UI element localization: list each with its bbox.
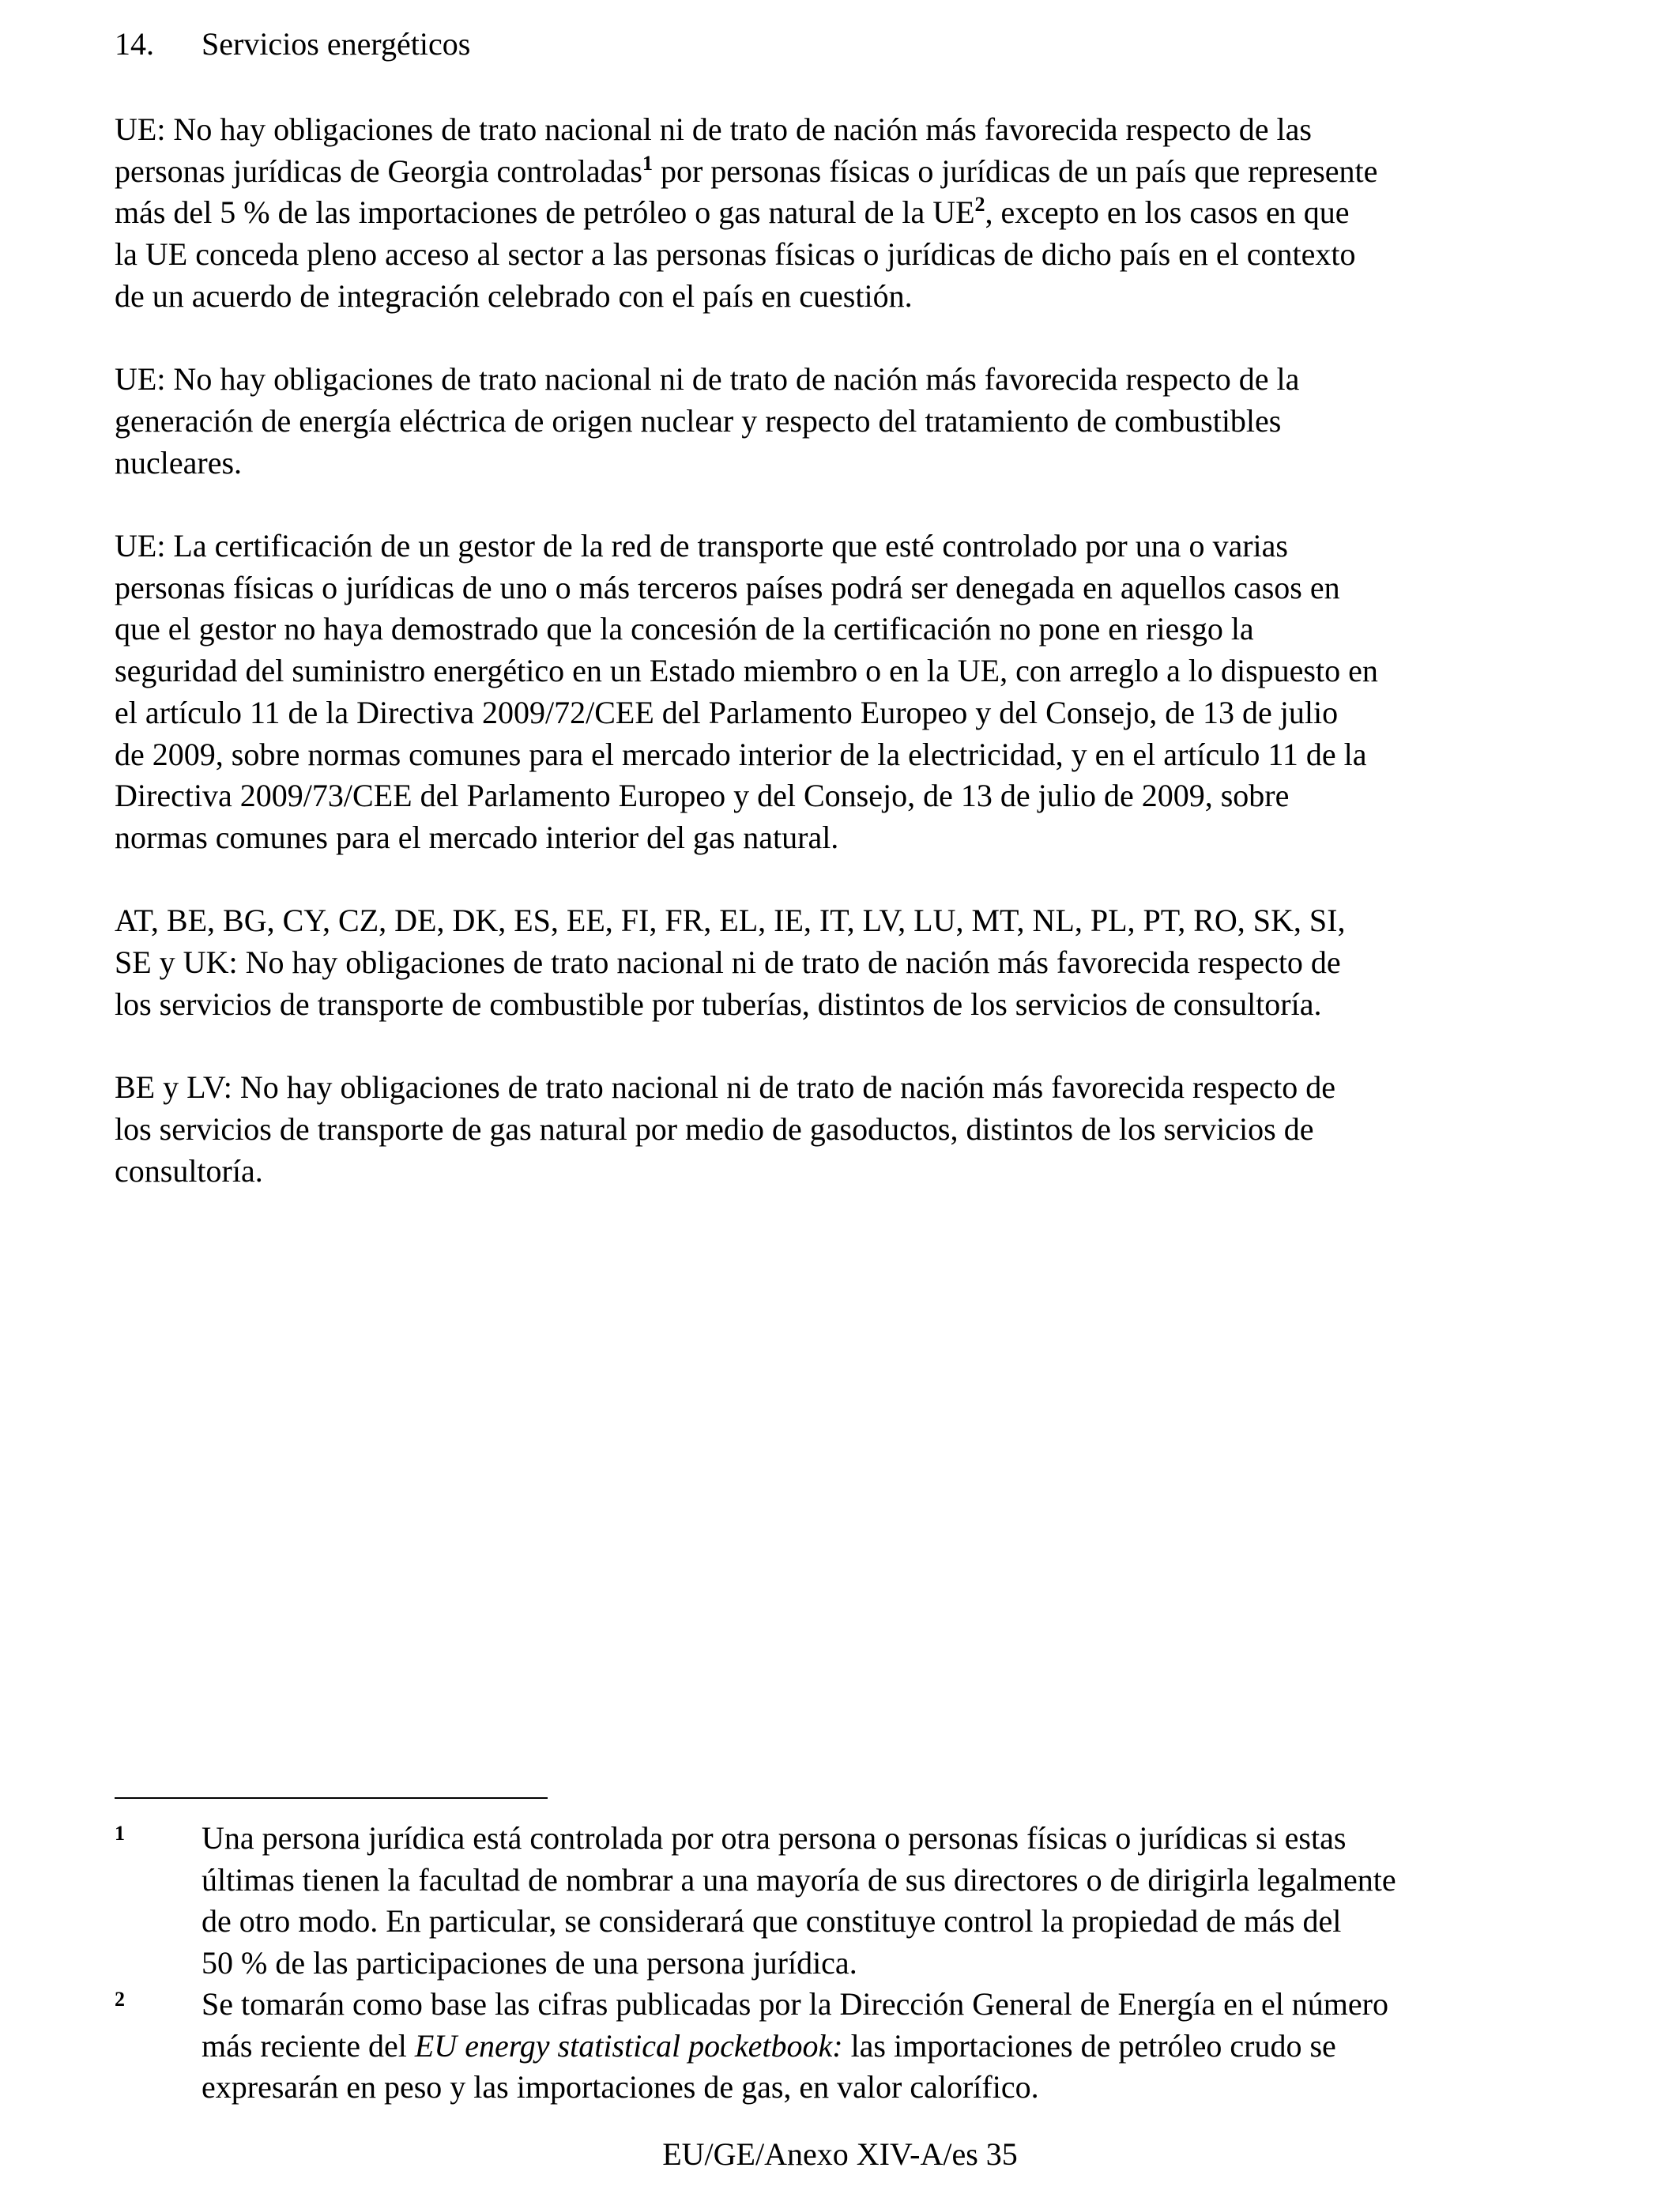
paragraph-eu-controlled-entities: [115, 109, 1584, 318]
footnote-text: Una persona jurídica está controlada por otra persona o personas físicas o jurídicas si estas últimas tienen la facultad de nombrar a una mayoría de sus directores o de dirigirla legalmente de otro modo. En particular, se considerará que constituye control la propiedad de más del 50 % de las participaciones de una persona jurídica.: [202, 1820, 1396, 1981]
section-body: [115, 109, 1584, 1234]
paragraph-eu-nuclear: UE: No hay obligaciones de trato nacional ni de trato de nación más favorecida respecto de la generación de energía eléctrica de origen nuclear y respecto del tratamiento de combustibles nucleares.: [115, 361, 1300, 481]
page-reference: EU/GE/Anexo XIV-A/es 35: [662, 2136, 1018, 2172]
footnote-1: [115, 1818, 1592, 1985]
footnote-text-part: Se tomarán como base las cifras publicadas por la Dirección General de Energía en el número más reciente del: [202, 1986, 1388, 2064]
footnote-number: 2: [115, 1988, 125, 2011]
footnote-ref-1[interactable]: 1: [642, 151, 653, 175]
paragraph-text: UE: No hay obligaciones de trato nacional ni de trato de nación más favorecida respecto de las personas jurídicas de Georgia controladas: [115, 111, 1312, 189]
paragraph-eu-certification: UE: La certificación de un gestor de la red de transporte que esté controlado por una o varias personas físicas o jurídicas de uno o más terceros países podrá ser denegada en aquellos casos en que el gestor no haya demostrado que la concesión de la certificación no pone en riesgo la seguridad del suministro energético en un Estado miembro o en la UE, con arreglo a lo dispuesto en el artículo 11 de la Directiva 2009/72/CEE del Parlamento Europeo y del Consejo, de 13 de julio de 2009, sobre normas comunes para el mercado interior de la electricidad, y en el artículo 11 de la Directiva 2009/73/CEE del Parlamento Europeo y del Consejo, de 13 de julio de 2009, sobre normas comunes para el mercado interior del gas natural.: [115, 528, 1378, 855]
paragraph-text: , excepto en los casos en que la UE conceda pleno acceso al sector a las personas físicas o jurídicas de dicho país en el contexto de un acuerdo de integración celebrado con el país en cuestión.: [115, 194, 1356, 314]
footnote-text-part: las importaciones de petróleo crudo se expresarán en peso y las importaciones de gas, en valor calorífico.: [202, 2027, 1336, 2105]
footnote-number: 1: [115, 1822, 125, 1845]
publication-title: EU energy statistical pocketbook:: [414, 2027, 843, 2064]
paragraph-member-states-pipeline: AT, BE, BG, CY, CZ, DE, DK, ES, EE, FI, FR, EL, IE, IT, LV, LU, MT, NL, PL, PT, RO, SK, SI, SE y UK: No hay obligaciones de trato nacional ni de trato de nación más favorecida respecto de los servicios de transporte de combustible por tuberías, distintos de los servicios de consultoría.: [115, 903, 1346, 1022]
footnote-separator: [115, 1797, 548, 1799]
section-title: Servicios energéticos: [202, 26, 471, 62]
footnote-ref-2[interactable]: 2: [974, 193, 985, 217]
paragraph-be-lv-gas: BE y LV: No hay obligaciones de trato nacional ni de trato de nación más favorecida respecto de los servicios de transporte de gas natural por medio de gasoductos, distintos de los servicios de consultoría.: [115, 1069, 1336, 1189]
section-number: 14.: [115, 26, 154, 62]
footnote-text: [202, 1984, 1592, 2109]
paragraph-text: por personas físicas o jurídicas de un país que represente más del 5 % de las importaciones de petróleo o gas natural de la UE: [115, 153, 1378, 231]
section-heading: [115, 24, 470, 65]
footnote-2: [115, 1984, 1592, 2109]
